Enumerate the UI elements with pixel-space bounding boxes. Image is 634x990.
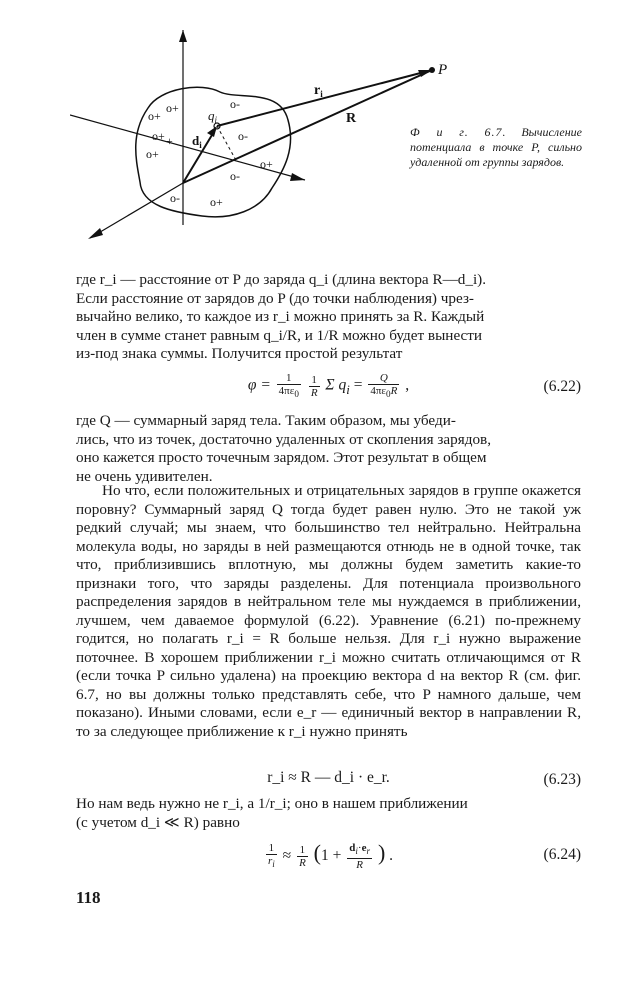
paragraph-3 <box>76 482 581 741</box>
charge: o- <box>170 191 180 205</box>
paragraph-4 <box>76 795 581 832</box>
equation-body: φ = $\frac{1}{4\pi\varepsilon_0}$ $\frac{1}{R}$ Σ $q_i$ = $\frac{Q}{4\pi\varepsilon_0R}$ , <box>247 372 410 400</box>
charge-distribution-diagram <box>70 30 450 245</box>
equation-number: (6.23) <box>543 771 581 788</box>
vertical-axis-arrowhead <box>179 30 187 42</box>
equation-6-22 <box>76 372 581 402</box>
label-r-i: $r_i$ <box>314 83 323 99</box>
depth-axis-arrowhead <box>88 228 103 239</box>
vector-d-i-arrowhead <box>207 126 217 137</box>
horizontal-axis-arrowhead <box>290 173 305 181</box>
text-line: где Q — суммарный заряд тела. Таким образом, мы убеди- <box>76 412 456 429</box>
paragraph-text: Но что, если положительных и отрицательных зарядов в группе окажется поровну? Суммарный заряд Q тогда будет равен нулю. Это не такой уж редкий случай; мы знаем, что большинство тел нейтрально. Нейтральна молекула воды, но заряды в ней размещаются отнюдь не в одной точке, так что, приблизившись вплотную, мы должны будем заметить какие-то признаки того, что заряды разделены. Для потенциала произвольного распределения зарядов в нейтральном теле мы нуждаемся в приближении, лучшем, чем даваемое формулой (6.22). Уравнение (6.21) по-прежнему годится, но полагать r_i = R больше нельзя. Для r_i нужно выражение поточнее. В хорошем приближении r_i можно считать отличающимся от R (если точка P сильно удалена) на проекцию вектора d на вектор R (см. фиг. 6.7, но вы должны только представлять себе, что P намного дальше, чем показано). Иными словами, если e_r — единичный вектор в направлении R, то за следующее приближение к r_i нужно принять <box>76 482 581 740</box>
charge: o- <box>230 169 240 183</box>
equation-6-23 <box>76 765 581 795</box>
charge: o+ <box>148 109 161 123</box>
text-line: член в сумме станет равным q_i/R, и 1/R можно будет вынести <box>76 326 483 344</box>
equation-number: (6.24) <box>543 846 581 863</box>
text-line: Если расстояние от зарядов до P (до точки наблюдения) чрез- <box>76 289 474 307</box>
text-line: Но нам ведь нужно не r_i, а 1/r_i; оно в нашем приближении <box>76 795 468 812</box>
charge: o+ <box>152 129 165 143</box>
charge: + <box>166 134 173 148</box>
text-line: оно кажется просто точечным зарядом. Этот результат в общем <box>76 449 487 466</box>
paragraph-2 <box>76 412 581 486</box>
equation-body: $\frac{1}{r_i}$ ≈ $\frac{1}{R}$ (1 + $\frac{d_i\cdot e_r}{R}$ ) . <box>267 840 394 871</box>
label-d-i: $d_i$ <box>192 133 202 150</box>
text-line: не очень удивителен. <box>76 467 213 485</box>
equation-6-24 <box>76 840 581 870</box>
equation-number: (6.22) <box>543 378 581 395</box>
page-number: 118 <box>76 888 101 907</box>
label-R: R <box>346 111 357 126</box>
text-line: вычайно велико, то каждое из r_i можно принять за R. Каждый <box>76 308 485 325</box>
equation-body: r_i ≈ R — d_i · e_r. <box>267 769 390 786</box>
caption-text: Вычисление потенциала в точке P, сильно удаленной от группы зарядов. <box>410 125 582 169</box>
text-line: из-под знака суммы. Получится простой результат <box>76 345 403 362</box>
text-line: (с учетом d_i ≪ R) равно <box>76 813 240 831</box>
caption-label: Ф и г. 6.7. <box>410 125 507 139</box>
vector-r-i <box>217 70 432 126</box>
charge: o+ <box>166 101 179 115</box>
figure-6-7 <box>70 30 450 245</box>
charge: o+ <box>146 147 159 161</box>
figure-caption <box>410 125 582 170</box>
text-line: лись, что из точек, достаточно удаленных от скопления зарядов, <box>76 430 492 448</box>
charge: o- <box>230 97 240 111</box>
charge: o- <box>238 129 248 143</box>
paragraph-1 <box>76 271 581 364</box>
charge: o+ <box>210 195 223 209</box>
charge: o+ <box>260 157 273 171</box>
text-line: где r_i — расстояние от P до заряда q_i (длина вектора R—d_i). <box>76 271 487 288</box>
label-q-i: $q_i$ <box>208 108 218 125</box>
label-P: P <box>438 62 448 78</box>
point-P <box>429 67 435 73</box>
